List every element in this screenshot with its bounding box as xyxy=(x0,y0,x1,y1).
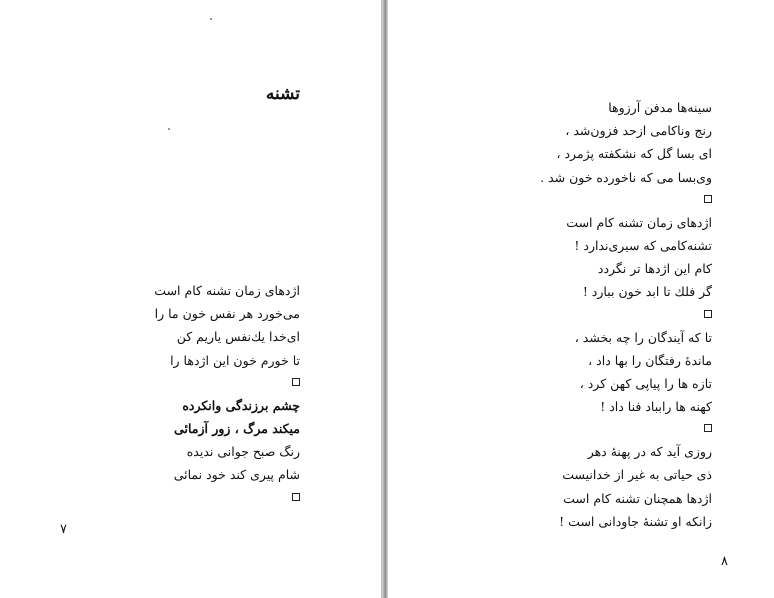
poem-line: رنگ صبح جوانی ندیده xyxy=(186,444,300,460)
poem-line: تا که آیندگان را چه بخشد ، xyxy=(574,329,712,345)
stanza-separator xyxy=(80,487,300,509)
poem-line: اژدهای زمان تشنه کام است xyxy=(154,283,300,298)
poem-line: ای بسا گل که نشکفته پژمرد ، xyxy=(556,146,712,162)
poem-title: تشنه xyxy=(265,84,300,104)
poem-line: چشم برزندگی وانکرده xyxy=(182,397,300,413)
poem-line: ماندهٔ رفتگان را بها داد ، xyxy=(588,352,712,368)
poem-line: کام این اژدها تر نگردد xyxy=(597,261,712,277)
poem-line: ذی حیاتی به غیر از خدانیست xyxy=(562,467,712,483)
paper-speck xyxy=(210,18,212,20)
poem-line: کهنه ها رابباد فنا داد ! xyxy=(600,399,712,415)
poem-line: روزی آید که در پهنهٔ دهر xyxy=(587,444,712,460)
stanza-separator xyxy=(482,304,712,326)
left-poem xyxy=(80,279,300,509)
poem-line: میکند مرگ ، زور آزمائی xyxy=(174,420,300,436)
square-ornament-icon xyxy=(704,195,712,203)
square-ornament-icon xyxy=(704,424,712,432)
poem-line: اژدهای زمان تشنه کام است xyxy=(566,214,712,230)
stanza-separator xyxy=(80,372,300,394)
paper-speck xyxy=(168,128,170,130)
stanza-separator xyxy=(482,189,712,211)
poem-line: ای‌خدا یك‌نفس یاریم کن xyxy=(176,329,300,345)
poem-line: وی‌بسا می که ناخورده خون شد . xyxy=(540,169,712,185)
square-ornament-icon xyxy=(704,310,712,318)
poem-line: زانکه او تشنهٔ جاودانی است ! xyxy=(559,513,712,529)
poem-line: سینه‌ها مدفن آرزوها xyxy=(608,100,712,115)
stanza-separator xyxy=(482,418,712,440)
page-number: ۷ xyxy=(60,522,67,537)
poem-line: رنج وناکامی ازحد فزون‌شد ، xyxy=(565,123,712,139)
poem-line: تا خورم خون این اژدها را xyxy=(170,352,300,368)
poem-line: گر فلك تا ابد خون ببارد ! xyxy=(582,284,712,300)
square-ornament-icon xyxy=(292,493,300,501)
poem-line: می‌خورد هر نفس خون ما را xyxy=(154,306,300,322)
poem-line: شام پیری کند خود نمائی xyxy=(173,467,300,483)
left-page xyxy=(0,0,382,598)
poem-line: تشنه‌کامی که سیری‌ندارد ! xyxy=(574,237,712,253)
square-ornament-icon xyxy=(292,378,300,386)
poem-line: اژدها همچنان تشنه کام است xyxy=(563,490,712,506)
right-page xyxy=(388,0,774,598)
right-poem xyxy=(482,96,712,533)
poem-line: تازه ها را پیاپی کهن کرد ، xyxy=(579,375,712,391)
page-number: ۸ xyxy=(721,554,728,569)
